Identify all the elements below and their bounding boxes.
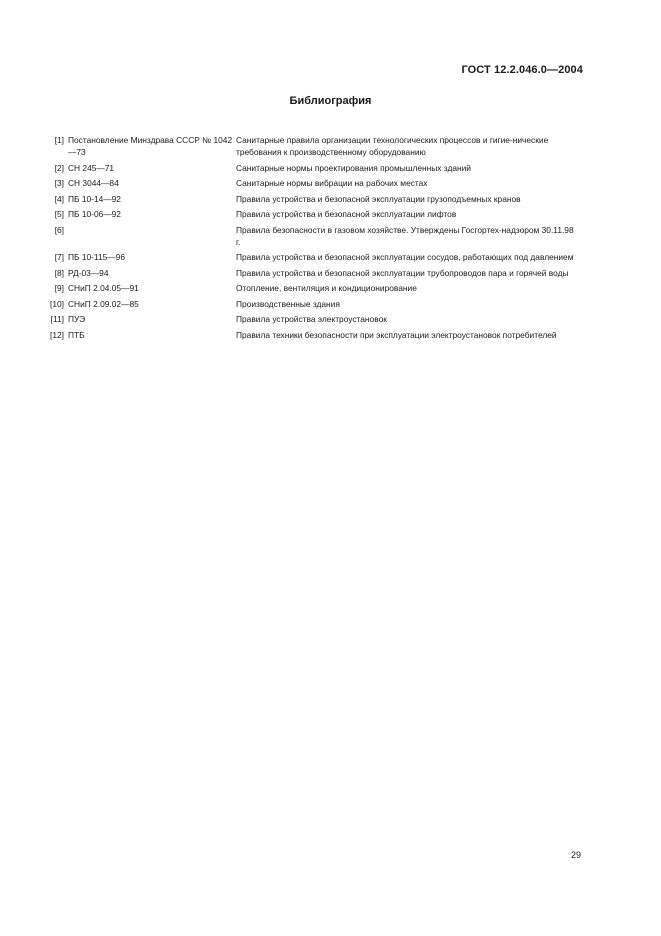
entry-source: ПУЭ xyxy=(68,314,86,324)
bibliography-entry xyxy=(44,313,584,325)
entry-description: Санитарные нормы вибрации на рабочих местах xyxy=(236,178,428,188)
bibliography-entry xyxy=(44,267,584,279)
entry-description: Правила техники безопасности при эксплуатации электроустановок потребителей xyxy=(236,329,557,340)
entry-number: [2] xyxy=(54,162,64,173)
entry-description: Правила устройства и безопасной эксплуатации сосудов, работающих под давлением xyxy=(236,252,574,262)
entry-description: Отопление, вентиляция и кондиционирование xyxy=(236,283,417,293)
entry-description: Правила устройства и безопасной эксплуатации лифтов xyxy=(236,209,457,219)
entry-source: РД-03—94 xyxy=(68,267,109,278)
bibliography-entry xyxy=(44,224,584,248)
entry-description: Санитарные правила организации технологических процессов и гигие-нические требования к производственному оборудованию xyxy=(236,135,549,157)
bibliography-entry xyxy=(44,208,584,220)
entry-description: Правила устройства и безопасной эксплуатации грузоподъемных кранов xyxy=(236,193,521,204)
bibliography-entry xyxy=(44,329,584,341)
entry-source: ПБ 10-06—92 xyxy=(68,209,121,219)
entry-number: [12] xyxy=(50,329,64,340)
entry-number: [7] xyxy=(54,252,64,262)
entry-description: Санитарные нормы проектирования промышленных зданий xyxy=(236,162,471,173)
entry-source: Постановление Минздрава СССР № 1042—73 xyxy=(68,135,233,157)
entry-number: [5] xyxy=(54,209,64,219)
page-title: Библиография xyxy=(289,95,372,107)
bibliography-entry xyxy=(44,298,584,310)
document-code: ГОСТ 12.2.046.0—2004 xyxy=(461,64,583,76)
bibliography-entry xyxy=(44,251,584,263)
entry-number: [4] xyxy=(54,193,64,204)
entry-source: СН 3044—84 xyxy=(68,178,119,188)
entry-number: [10] xyxy=(50,298,64,309)
page-number: 29 xyxy=(570,850,581,860)
entry-description: Производственные здания xyxy=(236,298,340,309)
bibliography-entry xyxy=(44,177,584,189)
bibliography-entry xyxy=(44,193,584,205)
entry-number: [9] xyxy=(54,283,64,293)
entry-source xyxy=(64,224,236,248)
entry-source: СН 245—71 xyxy=(68,162,115,173)
entry-number: [6] xyxy=(54,224,64,235)
entry-description: Правила безопасности в газовом хозяйстве. Утверждены Госгортех-надзором 30.11.98 г. xyxy=(236,224,574,247)
entry-source: ПБ 10-115—96 xyxy=(68,252,125,262)
entry-description: Правила устройства электроустановок xyxy=(236,314,387,324)
entry-number: [11] xyxy=(50,314,64,324)
entry-source: СНиП 2.09.02—85 xyxy=(68,298,139,309)
bibliography-entry xyxy=(44,282,584,294)
bibliography-entry xyxy=(44,134,584,158)
entry-number: [8] xyxy=(54,267,64,278)
entry-source: ПТБ xyxy=(68,329,85,340)
entry-number: [3] xyxy=(54,178,64,188)
entry-source: ПБ 10-14—92 xyxy=(68,193,121,204)
entry-source: СНиП 2.04.05—91 xyxy=(68,283,139,293)
entry-number: [1] xyxy=(54,135,64,145)
entry-description: Правила устройства и безопасной эксплуатации трубопроводов пара и горячей воды xyxy=(236,267,569,278)
bibliography-entry xyxy=(44,162,584,174)
bibliography-list xyxy=(44,134,584,344)
